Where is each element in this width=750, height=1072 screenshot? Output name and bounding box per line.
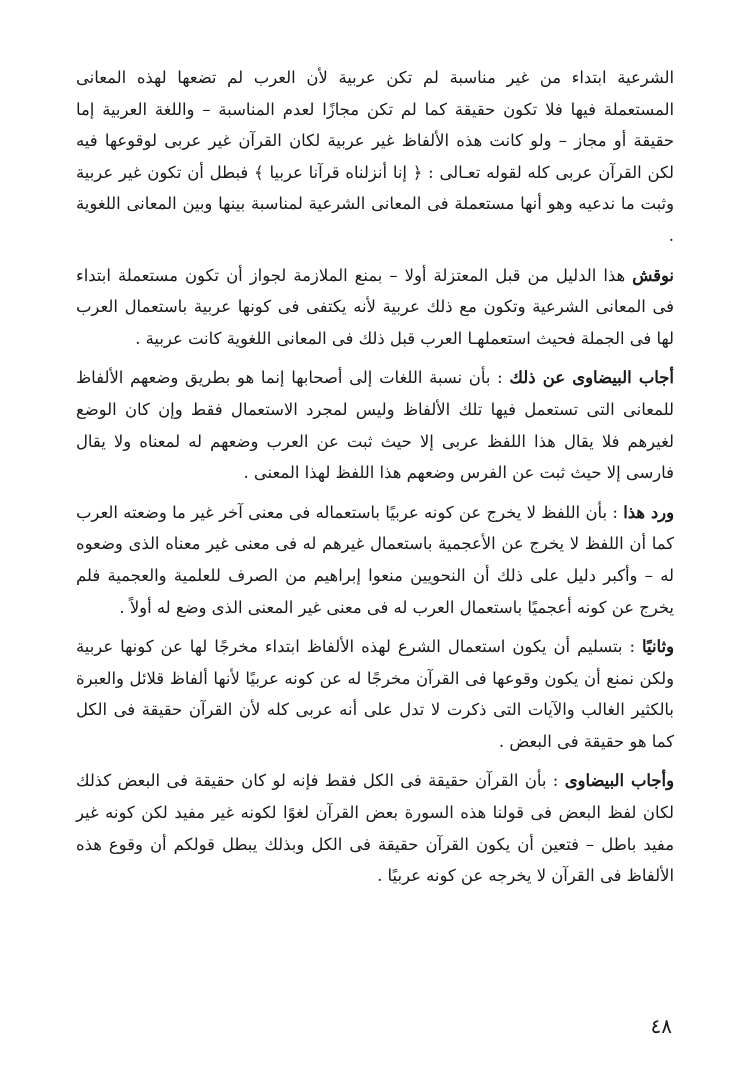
paragraph-4 — [76, 497, 674, 623]
paragraph-5 — [76, 631, 674, 757]
paragraph-6-lead: وأجاب البيضاوى — [564, 771, 674, 791]
paragraph-4-lead: ورد هذا — [623, 502, 674, 522]
paragraph-2-lead: نوقش — [632, 265, 674, 285]
paragraph-4-text: : بأن اللفظ لا يخرج عن كونه عربيًا باستعماله فى معنى آخر غير ما وضعته العرب كما أن اللفظ لا يخرج عن الأعجمية باستعمال غيرهم له فى معنى غير معناه الذى وضعوه له – وأكبر دليل على ذلك أن النحويين منعوا إبراهيم من الصرف للعلمية والعجمية فلم يخرج عن كونه أعجميًا باستعمال العرب له فى معنى غير المعنى الذى وضع له أولاً . — [76, 502, 674, 617]
paragraph-1-text: الشرعية ابتداء من غير مناسبة لم تكن عربية لأن العرب لم تضعها لهذه المعانى المستعملة فيها فلا تكون حقيقة كما لم تكن مجازًا لعدم المناسبة – واللغة العربية إما حقيقة أو مجاز – ولو كانت هذه الألفاظ غير عربية لكان القرآن غير عربى لوقوعها فيه لكن القرآن عربى كله لقوله تعـالى : ﴿ إنا أنزلناه قرآنا عربيا ﴾ فبطل أن تكون غير عربية وثبت ما ندعيه وهو أنها مستعملة فى المعانى الشرعية لمناسبة بينها وبين المعانى اللغوية . — [76, 68, 674, 245]
paragraph-3-lead: أجاب البيضاوى عن ذلك — [509, 368, 674, 388]
body-text — [76, 62, 674, 900]
paragraph-3-text: : بأن نسبة اللغات إلى أصحابها إنما هو بطريق وضعهم الألفاظ للمعانى التى تستعمل فيها تلك الألفاظ وليس لمجرد الاستعمال فقط وإن كان الوضع لغيرهم فلا يقال هذا اللفظ عربى إلا حيث ثبت عن العرب وضعهم له لمعناه ولا يقال فارسى إلا حيث ثبت عن الفرس وضعهم هذا اللفظ لهذا المعنى . — [76, 368, 674, 483]
paragraph-6 — [76, 765, 674, 891]
paragraph-5-text: : بتسليم أن يكون استعمال الشرع لهذه الألفاظ ابتداء مخرجًا لها عن كونها عربية ولكن نمنع أن يكون وقوعها فى القرآن مخرجًا له عن كونه عربيًا لأنها ألفاظ قلائل والعبرة بالكثير الغالب والآيات التى ذكرت لا تدل على أنه عربى كله لأن القرآن حقيقة فى الكل كما هو حقيقة فى البعض . — [76, 637, 674, 751]
page-number: ٤٨ — [650, 1014, 672, 1038]
paragraph-3 — [76, 362, 674, 488]
paragraph-6-text: : بأن القرآن حقيقة فى الكل فقط فإنه لو كان حقيقة فى البعض كذلك لكان لفظ البعض فى قولنا هذه السورة بعض القرآن لغوًا لكونه غير مفيد لكن كونه غير مفيد باطل – فتعين أن يكون القرآن حقيقة فى الكل وبذلك يبطل قولكم أن وقوع هذه الألفاظ فى القرآن لا يخرجه عن كونه عربيًا . — [76, 771, 674, 886]
paragraph-1 — [76, 62, 674, 252]
paragraph-2-text: هذا الدليل من قبل المعتزلة أولا – بمنع الملازمة لجواز أن تكون مستعملة ابتداء فى المعانى الشرعية وتكون مع ذلك عربية لأنه يكتفى فى كونها عربية باستعمال العرب لها فى الجملة فحيث استعملهـا العرب قبل ذلك فى المعانى اللغوية كانت عربية . — [76, 265, 674, 348]
paragraph-2 — [76, 260, 674, 355]
paragraph-5-lead: وثانيًا — [642, 637, 674, 657]
